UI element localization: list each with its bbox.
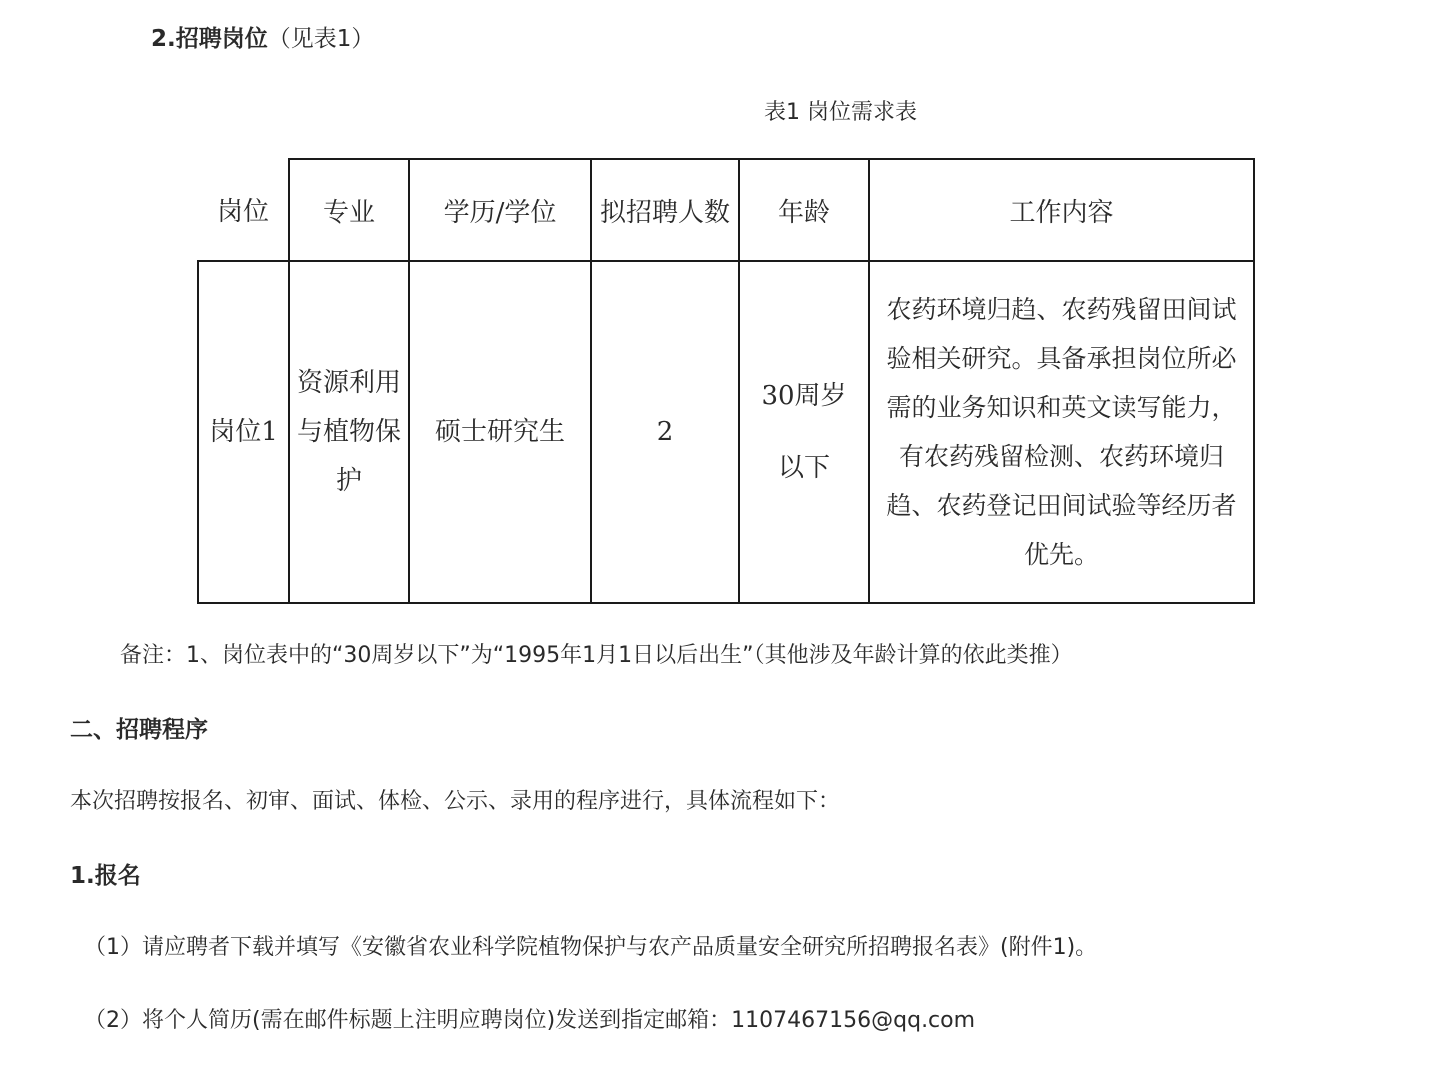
step1-item-download-form: （1）请应聘者下载并填写《安徽省农业科学院植物保护与农产品质量安全研究所招聘报名表》(附件1)。 (84, 935, 1098, 960)
table-row (198, 261, 1254, 603)
section-heading-title: 2.招聘岗位 (151, 26, 268, 52)
step1-item-send-resume: （2）将个人简历(需在邮件标题上注明应聘岗位)发送到指定邮箱：1107467156@qq.com (84, 1008, 976, 1033)
header-major: 专业 (289, 159, 409, 261)
cell-degree: 硕士研究生 (409, 261, 591, 603)
section-heading (151, 20, 374, 53)
header-content: 工作内容 (869, 159, 1254, 261)
header-count: 拟招聘人数 (591, 159, 739, 261)
procedure-intro: 本次招聘按报名、初审、面试、体检、公示、录用的程序进行，具体流程如下： (70, 789, 841, 814)
header-position: 岗位 (198, 159, 289, 261)
table-header-row (198, 159, 1254, 261)
cell-count: 2 (591, 261, 739, 603)
table-caption: 表1 岗位需求表 (764, 100, 917, 125)
procedure-heading: 二、招聘程序 (70, 717, 208, 743)
step1-heading: 1.报名 (70, 863, 141, 889)
header-degree: 学历/学位 (409, 159, 591, 261)
header-age: 年龄 (739, 159, 869, 261)
table-remark: 备注：1、岗位表中的“30周岁以下”为“1995年1月1日以后出生”（其他涉及年龄计算的依此类推） (120, 643, 1073, 668)
cell-major: 资源利用与植物保护 (289, 261, 409, 603)
requirements-table (197, 158, 1255, 604)
section-heading-note: （见表1） (267, 26, 375, 52)
cell-content: 农药环境归趋、农药残留田间试验相关研究。具备承担岗位所必需的业务知识和英文读写能力，有农药残留检测、农药环境归趋、农药登记田间试验等经历者优先。 (869, 261, 1254, 603)
cell-position: 岗位1 (198, 261, 289, 603)
cell-age: 30周岁以下 (739, 261, 869, 603)
